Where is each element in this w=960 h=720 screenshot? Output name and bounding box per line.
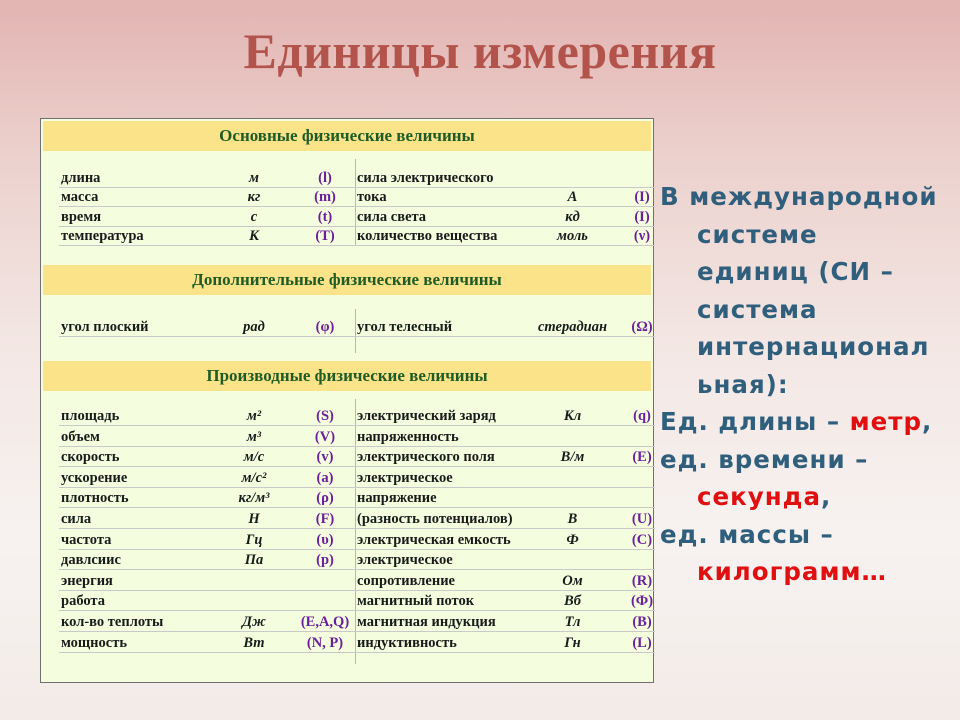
quantity-name: сила света	[357, 208, 427, 225]
quantity-symbol: (N, P)	[306, 634, 344, 651]
unit-name: рад	[243, 319, 265, 335]
unit-name: с	[250, 208, 258, 225]
section-header: Дополнительные физические величины	[43, 265, 651, 295]
quantity-symbol: (U)	[631, 511, 653, 527]
quantity-name: давлсиис	[61, 552, 121, 569]
quantity-name: температура	[61, 227, 144, 244]
quantity-name: масса	[61, 189, 99, 206]
intro-line: единиц (СИ –	[697, 257, 894, 286]
unit-name: м²	[246, 408, 262, 424]
quantity-symbol: (φ)	[315, 319, 335, 335]
table-row	[59, 469, 356, 488]
unit-name: м³	[246, 428, 262, 445]
unit-name: Вб	[564, 593, 581, 610]
unit-name: Гц	[245, 531, 263, 548]
table-row	[59, 510, 356, 529]
quantity-symbol: (I)	[634, 189, 650, 206]
table-row	[355, 634, 655, 653]
unit-name: м/с²	[241, 469, 267, 486]
table-row	[59, 613, 356, 632]
unit-name: Ф	[566, 531, 579, 548]
table-row	[355, 613, 655, 632]
unit-name: Вт	[243, 634, 265, 651]
quantity-name: магнитный поток	[357, 593, 475, 610]
quantity-symbol: (T)	[315, 227, 335, 244]
table-row	[355, 428, 655, 447]
length-unit-line	[660, 403, 960, 441]
table-row	[355, 448, 655, 467]
quantity-name: кол-во теплоты	[61, 614, 164, 630]
quantity-name: (разность потенциалов)	[357, 511, 513, 527]
quantity-name: объем	[61, 428, 100, 445]
length-unit: метр	[849, 407, 923, 436]
section-header: Основные физические величины	[43, 121, 651, 151]
quantity-name: частота	[61, 531, 112, 548]
table-row	[355, 469, 655, 488]
table-row	[59, 407, 356, 426]
intro-line: В международной	[660, 182, 938, 211]
quantity-symbol: (S)	[316, 408, 334, 424]
table-row	[59, 448, 356, 467]
quantity-name: площадь	[61, 408, 120, 424]
unit-name: Н	[248, 511, 260, 527]
quantity-name: напряжение	[357, 490, 437, 507]
quantity-name: сила электрического	[357, 170, 494, 186]
quantity-name: электрического поля	[357, 449, 495, 466]
table-row	[355, 489, 655, 508]
unit-name: Тл	[564, 614, 581, 630]
quantity-symbol: (q)	[633, 408, 651, 424]
table-row	[59, 572, 356, 591]
quantity-symbol: (V)	[314, 428, 336, 445]
quantity-name: длина	[61, 170, 101, 186]
quantity-name: сила	[61, 511, 92, 527]
table-row	[355, 208, 655, 227]
mass-unit-line: ед. массы –	[660, 519, 834, 549]
table-row	[59, 318, 356, 337]
quantity-symbol: (a)	[316, 469, 334, 486]
intro-line: система	[697, 294, 818, 324]
length-label: Ед. длины –	[660, 407, 850, 436]
unit-name: стерадиан	[537, 319, 608, 335]
table-row	[355, 407, 655, 426]
quantity-symbol: (l)	[318, 170, 332, 186]
table-row	[59, 592, 356, 611]
table-row	[59, 428, 356, 447]
unit-name: м/с	[243, 449, 265, 466]
mass-unit-line-2	[660, 553, 960, 591]
slide-title: Единицы измерения	[243, 23, 717, 79]
quantity-symbol: (ρ)	[316, 490, 334, 507]
quantity-name: ускорение	[61, 469, 128, 486]
length-tail: ,	[922, 407, 933, 436]
table-row	[355, 531, 655, 550]
quantity-name: энергия	[61, 572, 113, 589]
quantity-symbol: (υ)	[316, 531, 334, 548]
quantity-name: электрическая емкость	[357, 531, 511, 548]
section-header: Производные физические величины	[43, 361, 651, 391]
quantity-symbol: (B)	[632, 614, 652, 630]
quantity-symbol: (ν)	[633, 227, 651, 244]
quantity-symbol: (p)	[316, 552, 334, 569]
unit-name: А	[567, 189, 578, 206]
quantity-name: индуктивность	[357, 634, 457, 651]
table-row	[59, 208, 356, 227]
unit-name: моль	[557, 227, 588, 244]
unit-name: Ом	[562, 572, 583, 589]
table-row	[59, 551, 356, 570]
table-row	[355, 572, 655, 591]
quantity-symbol: (C)	[631, 531, 653, 548]
quantity-name: работа	[61, 593, 105, 610]
unit-name: К	[249, 227, 259, 244]
time-unit-line: ед. времени –	[660, 444, 869, 474]
si-description	[660, 178, 960, 591]
time-unit: секунда	[697, 482, 821, 511]
quantity-name: электрический заряд	[357, 408, 496, 424]
quantity-name: угол телесный	[357, 319, 453, 335]
unit-name: кг	[247, 189, 261, 206]
quantity-symbol: (L)	[632, 634, 652, 651]
unit-name: кг/м³	[238, 490, 270, 507]
quantity-name: электрическое	[357, 552, 453, 569]
table-row	[355, 169, 655, 188]
table-row	[355, 592, 655, 611]
quantity-symbol: (v)	[316, 449, 334, 466]
unit-name: Кл	[563, 408, 582, 424]
table-row	[355, 318, 655, 337]
quantity-name: угол плоский	[61, 319, 149, 335]
unit-name: В/м	[560, 449, 585, 466]
table-row	[59, 489, 356, 508]
mass-unit: килограмм…	[697, 557, 887, 586]
quantity-symbol: (F)	[315, 511, 335, 527]
unit-name: В	[567, 511, 578, 527]
quantity-name: плотность	[61, 490, 129, 507]
quantity-name: магнитная индукция	[357, 614, 496, 630]
quantity-symbol: (t)	[317, 208, 333, 225]
quantity-name: скорость	[61, 449, 120, 466]
quantity-name: количество вещества	[357, 227, 498, 244]
quantity-name: время	[61, 208, 102, 225]
quantity-name: напряженность	[357, 428, 459, 445]
table-row	[59, 531, 356, 550]
quantity-name: тока	[357, 189, 387, 206]
unit-name: Гн	[564, 634, 581, 651]
quantity-symbol: (Ф)	[630, 593, 654, 610]
unit-name: Дж	[242, 614, 266, 630]
unit-name: м	[249, 170, 259, 186]
table-row	[59, 169, 356, 188]
quantity-symbol: (E,A,Q)	[300, 614, 350, 630]
unit-name: Па	[244, 552, 264, 569]
table-row	[59, 634, 356, 653]
time-unit-line-2	[660, 478, 960, 516]
quantity-symbol: (R)	[631, 572, 653, 589]
quantity-name: электрическое	[357, 469, 453, 486]
quantity-name: сопротивление	[357, 572, 455, 589]
quantity-symbol: (I)	[634, 208, 650, 225]
table-row	[355, 510, 655, 529]
table-row	[355, 188, 655, 207]
quantity-symbol: (Ω)	[631, 319, 653, 335]
time-tail: ,	[821, 482, 832, 511]
table-row	[355, 551, 655, 570]
table-row	[59, 227, 356, 246]
table-row	[355, 227, 655, 246]
quantity-symbol: (E)	[632, 449, 652, 466]
intro-line: интернационал	[697, 332, 930, 361]
intro-line: системе	[697, 219, 818, 249]
quantity-name: мощность	[61, 634, 128, 651]
unit-name: кд	[565, 208, 580, 225]
quantity-symbol: (m)	[314, 189, 336, 206]
intro-line: ьная):	[697, 369, 789, 399]
table-row	[59, 188, 356, 207]
units-table	[40, 118, 654, 683]
